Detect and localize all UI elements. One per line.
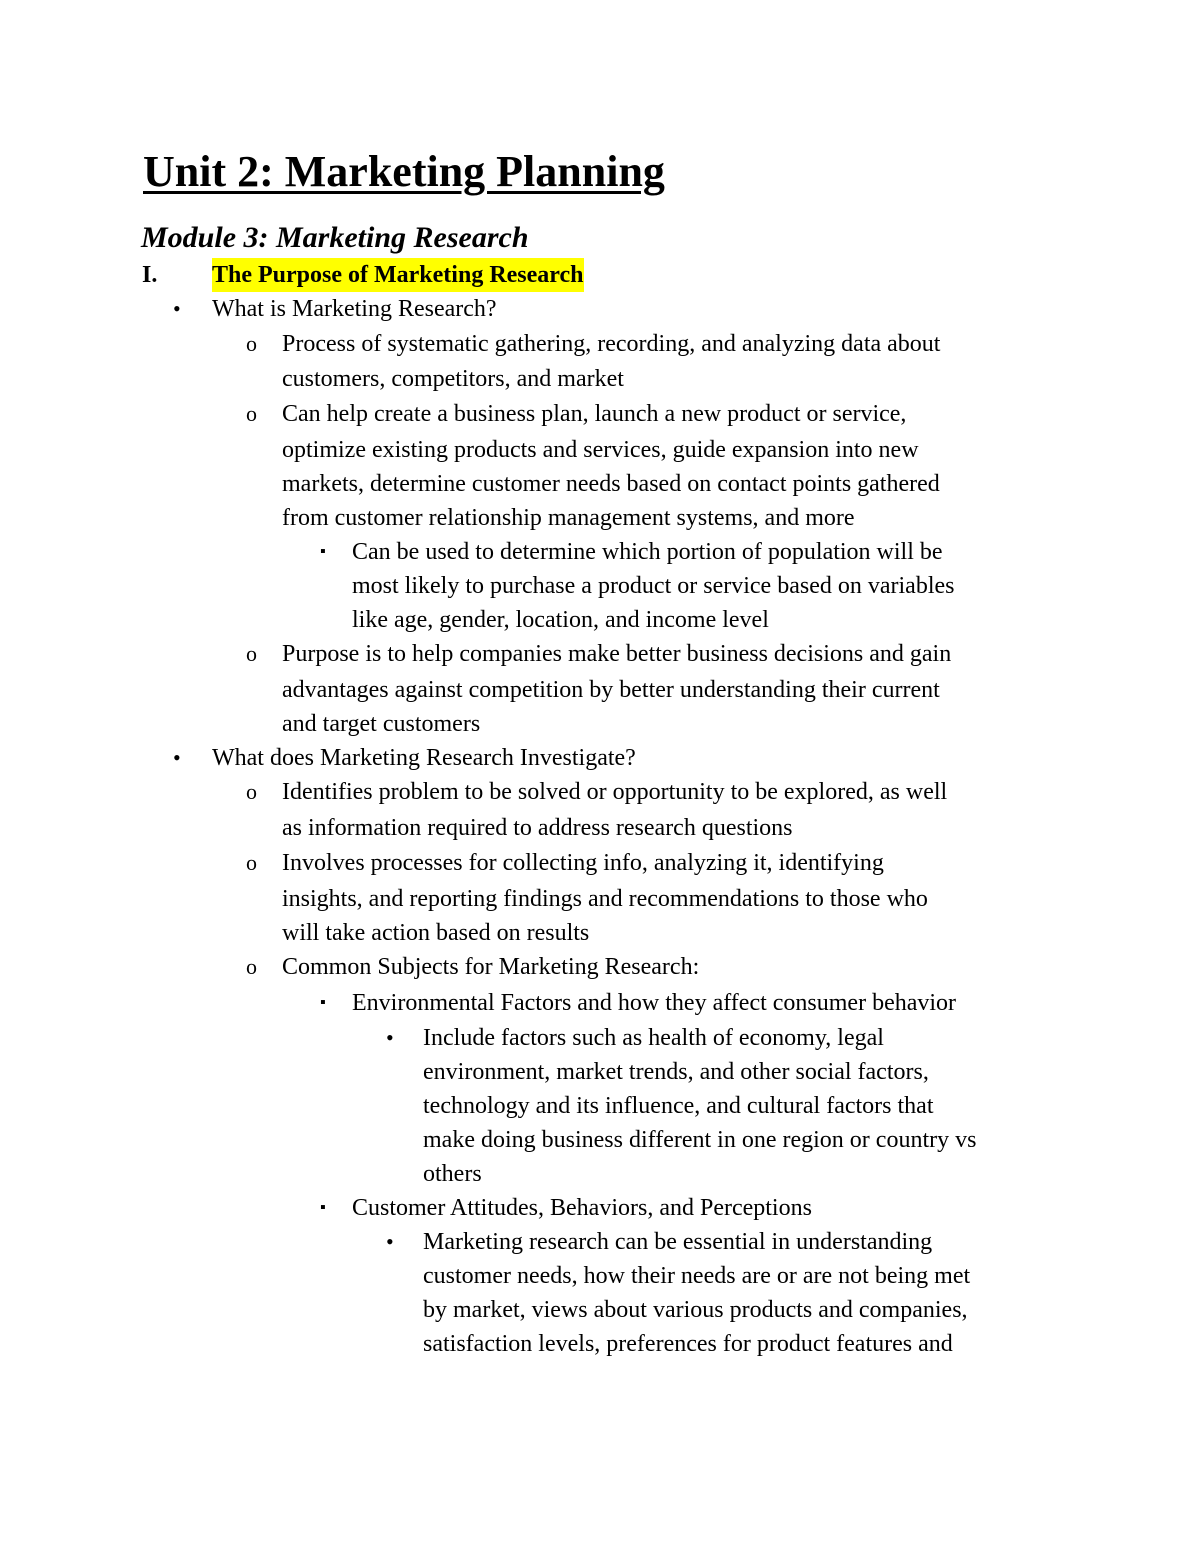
module-subtitle: Module 3: Marketing Research (141, 221, 529, 254)
circle-bullet-icon: o (246, 331, 257, 356)
list-item-continuation: environment, market trends, and other social factors, (423, 1059, 929, 1085)
list-item: Identifies problem to be solved or opportunity to be explored, as well (282, 779, 948, 805)
list-item: Include factors such as health of economy, legal (423, 1025, 884, 1051)
circle-bullet-icon: o (246, 779, 257, 804)
list-item-continuation: from customer relationship management systems, and more (282, 505, 855, 531)
bullet-icon: • (386, 1229, 394, 1254)
list-item-continuation: advantages against competition by better understanding their current (282, 677, 940, 703)
circle-bullet-icon: o (246, 954, 257, 979)
list-item: Customer Attitudes, Behaviors, and Perceptions (352, 1195, 812, 1221)
square-bullet-icon: ▪ (320, 543, 326, 560)
list-item-continuation: and target customers (282, 711, 481, 737)
section-numeral: I. (142, 262, 158, 288)
list-item: Purpose is to help companies make better business decisions and gain (282, 641, 952, 667)
list-item: What is Marketing Research? (212, 296, 497, 322)
list-item-continuation: others (423, 1161, 482, 1187)
bullet-icon: • (173, 745, 181, 770)
bullet-icon: • (173, 296, 181, 321)
bullet-icon: • (386, 1025, 394, 1050)
list-item-continuation: like age, gender, location, and income level (352, 607, 769, 633)
list-item-continuation: insights, and reporting findings and recommendations to those who (282, 886, 928, 912)
list-item: Involves processes for collecting info, analyzing it, identifying (282, 850, 884, 876)
unit-title: Unit 2: Marketing Planning (143, 147, 665, 196)
list-item: Can be used to determine which portion of population will be (352, 539, 943, 565)
square-bullet-icon: ▪ (320, 1199, 326, 1216)
list-item: Environmental Factors and how they affect consumer behavior (352, 990, 957, 1016)
circle-bullet-icon: o (246, 401, 257, 426)
list-item-continuation: by market, views about various products and companies, (423, 1297, 968, 1323)
list-item: Common Subjects for Marketing Research: (282, 954, 700, 980)
circle-bullet-icon: o (246, 850, 257, 875)
list-item-continuation: customers, competitors, and market (282, 366, 624, 392)
section-heading: The Purpose of Marketing Research (212, 258, 584, 292)
list-item-continuation: markets, determine customer needs based on contact points gathered (282, 471, 940, 497)
square-bullet-icon: ▪ (320, 994, 326, 1011)
list-item-continuation: most likely to purchase a product or service based on variables (352, 573, 955, 599)
list-item: What does Marketing Research Investigate? (212, 745, 636, 771)
list-item: Process of systematic gathering, recording, and analyzing data about (282, 331, 941, 357)
list-item: Marketing research can be essential in understanding (423, 1229, 933, 1255)
list-item-continuation: technology and its influence, and cultural factors that (423, 1093, 934, 1119)
list-item-continuation: will take action based on results (282, 920, 590, 946)
list-item-continuation: optimize existing products and services, guide expansion into new (282, 437, 919, 463)
list-item-continuation: customer needs, how their needs are or are not being met (423, 1263, 971, 1289)
list-item: Can help create a business plan, launch a new product or service, (282, 401, 907, 427)
list-item-continuation: make doing business different in one region or country vs (423, 1127, 977, 1153)
list-item-continuation: satisfaction levels, preferences for product features and (423, 1331, 953, 1357)
circle-bullet-icon: o (246, 641, 257, 666)
list-item-continuation: as information required to address research questions (282, 815, 793, 841)
